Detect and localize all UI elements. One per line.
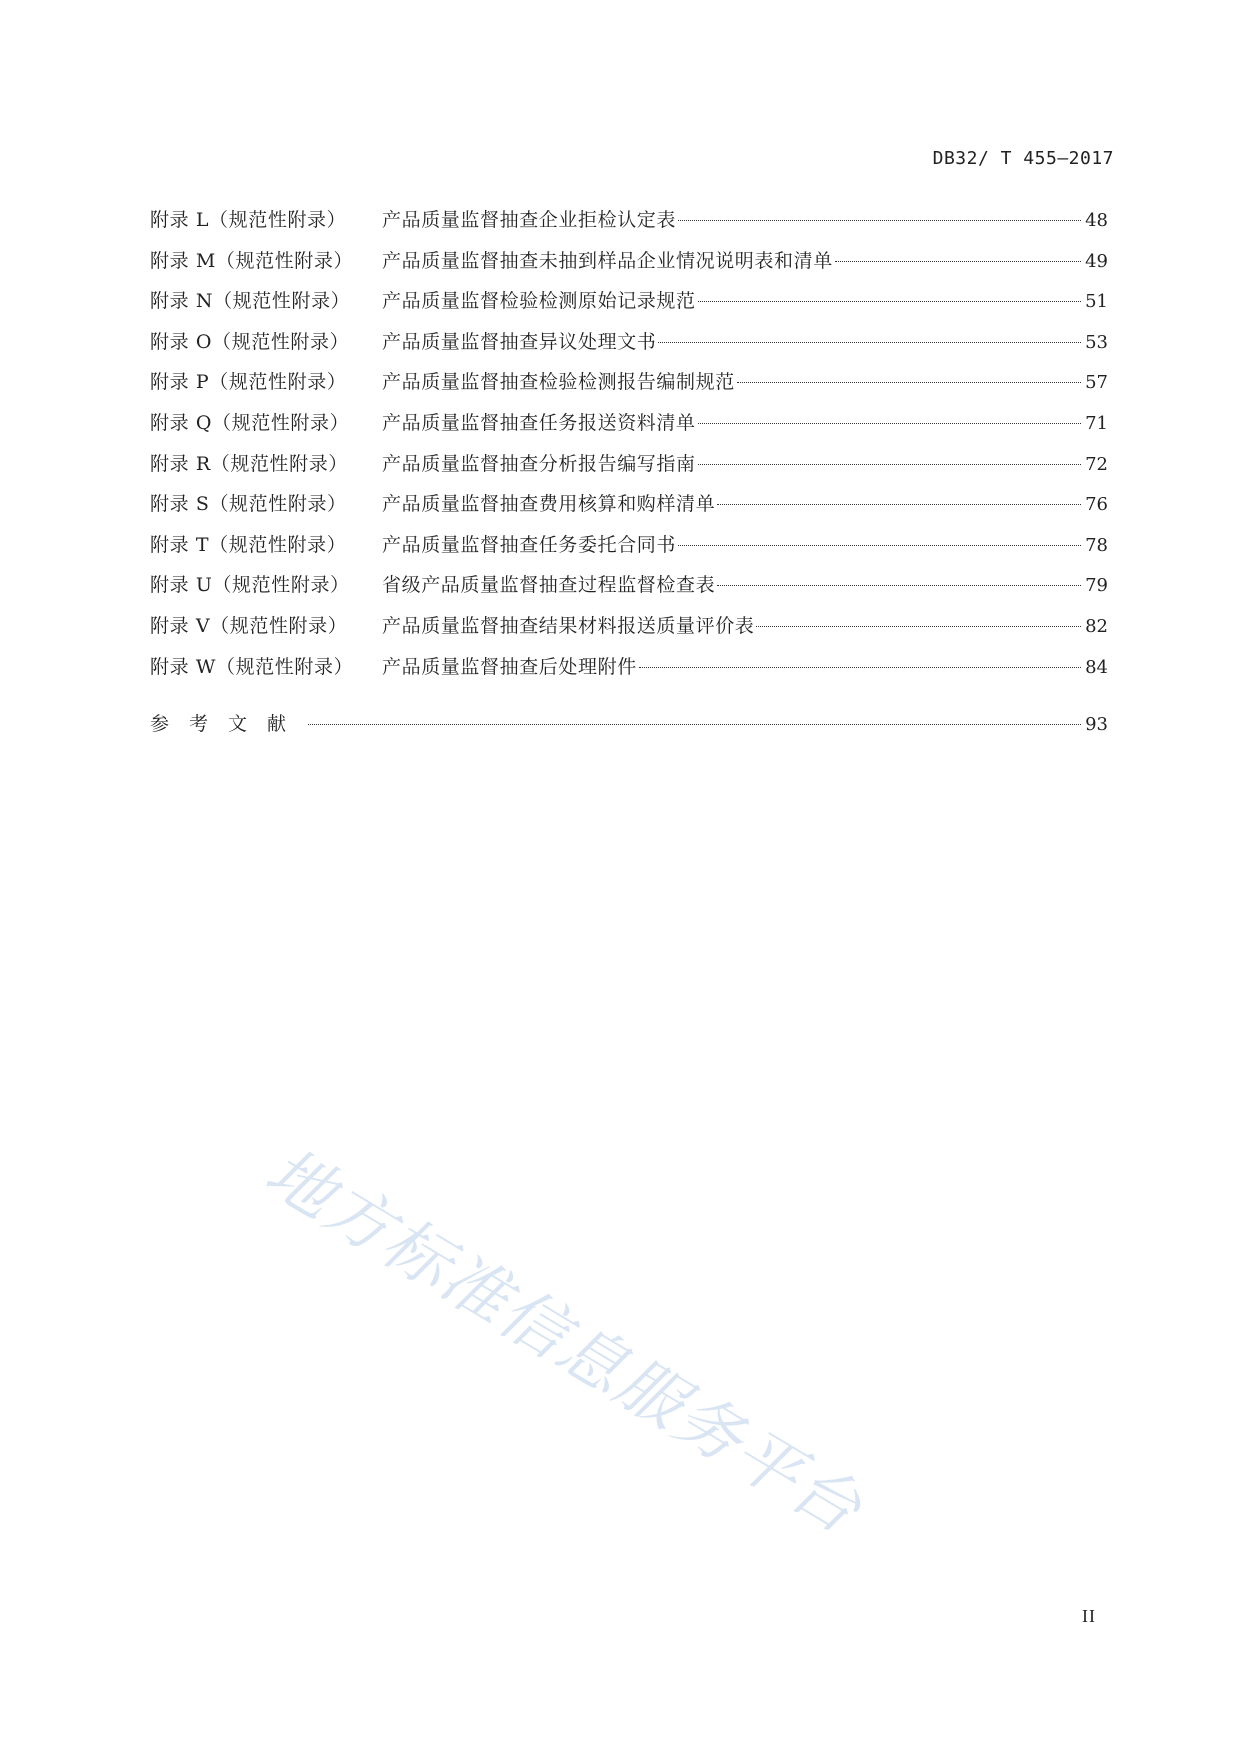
toc-entry[interactable]: [150, 647, 1108, 688]
toc-entry-title: 省级产品质量监督抽查过程监督检查表: [382, 574, 716, 597]
toc-entry-label: 附录 V（规范性附录）: [150, 614, 348, 637]
dot-leader: [639, 667, 1081, 668]
toc-entry-label: 附录 W（规范性附录）: [150, 655, 354, 678]
toc-entry-page: 71: [1085, 412, 1108, 434]
toc-entry-title: 产品质量监督抽查后处理附件: [382, 655, 637, 678]
toc-entry[interactable]: [150, 484, 1108, 525]
toc-entry[interactable]: [150, 241, 1108, 282]
toc-entry[interactable]: [150, 444, 1108, 485]
dot-leader: [717, 585, 1081, 586]
watermark-text: 地方标准信息服务平台: [252, 1132, 876, 1550]
toc-entry-references[interactable]: [150, 704, 1108, 745]
toc-entry[interactable]: [150, 362, 1108, 403]
toc-entry-label: 附录 U（规范性附录）: [150, 574, 350, 597]
toc-entry[interactable]: [150, 606, 1108, 647]
toc-entry-page: 49: [1085, 250, 1108, 272]
toc-entry-label: 附录 S（规范性附录）: [150, 493, 347, 516]
toc-entry-page: 84: [1085, 656, 1108, 678]
toc-entry-title: 产品质量监督抽查任务报送资料清单: [382, 411, 696, 434]
toc-entry-page: 78: [1085, 534, 1108, 556]
document-code: DB32/ T 455—2017: [932, 148, 1114, 169]
toc-entry[interactable]: [150, 565, 1108, 606]
toc-entry-title: 产品质量监督检验检测原始记录规范: [382, 290, 696, 313]
toc-entry[interactable]: [150, 281, 1108, 322]
toc-entry-title: 产品质量监督抽查检验检测报告编制规范: [382, 371, 735, 394]
dot-leader: [698, 423, 1081, 424]
toc-entry-page: 51: [1085, 291, 1108, 313]
toc-entry-title: 产品质量监督抽查任务委托合同书: [382, 533, 677, 556]
toc-entry-page: 82: [1085, 615, 1108, 637]
toc-entry[interactable]: [150, 403, 1108, 444]
toc-entry-label: 附录 N（规范性附录）: [150, 290, 351, 313]
dot-leader: [698, 301, 1081, 302]
toc-entry[interactable]: [150, 525, 1108, 566]
toc-entry-label: 附录 R（规范性附录）: [150, 452, 348, 475]
toc-entry-page: 79: [1085, 575, 1108, 597]
toc-entry-page: 76: [1085, 494, 1108, 516]
toc-entry-page: 72: [1085, 453, 1108, 475]
toc-entry-label: 附录 P（规范性附录）: [150, 371, 347, 394]
dot-leader: [658, 342, 1081, 343]
dot-leader: [698, 464, 1081, 465]
toc-entry-title: 产品质量监督抽查费用核算和购样清单: [382, 493, 716, 516]
table-of-contents: [150, 200, 1108, 745]
toc-entry-title: 产品质量监督抽查未抽到样品企业情况说明表和清单: [382, 249, 833, 272]
dot-leader: [756, 626, 1081, 627]
toc-entry-title: 产品质量监督抽查异议处理文书: [382, 330, 657, 353]
toc-entry-title: 产品质量监督抽查企业拒检认定表: [382, 209, 677, 231]
toc-entry-label: 附录 T（规范性附录）: [150, 533, 347, 556]
toc-entry-page: 57: [1085, 372, 1108, 394]
dot-leader: [717, 504, 1081, 505]
toc-entry-label: 附录 O（规范性附录）: [150, 330, 350, 353]
toc-entry-page: 48: [1085, 210, 1108, 231]
dot-leader: [308, 724, 1081, 725]
page-number: II: [1082, 1606, 1096, 1626]
toc-entry[interactable]: [150, 322, 1108, 363]
references-label: 参考文献: [150, 713, 307, 736]
toc-entry-title: 产品质量监督抽查分析报告编写指南: [382, 452, 696, 475]
toc-entry-label: 附录 Q（规范性附录）: [150, 411, 350, 434]
toc-entry-label: 附录 L（规范性附录）: [150, 209, 347, 231]
dot-leader: [678, 220, 1081, 221]
dot-leader: [835, 261, 1081, 262]
toc-entry-page: 53: [1085, 331, 1108, 353]
toc-entry-label: 附录 M（规范性附录）: [150, 249, 354, 272]
toc-entry-title: 产品质量监督抽查结果材料报送质量评价表: [382, 614, 755, 637]
references-page: 93: [1085, 714, 1108, 736]
dot-leader: [678, 545, 1081, 546]
dot-leader: [737, 382, 1081, 383]
toc-entry[interactable]: [150, 200, 1108, 241]
